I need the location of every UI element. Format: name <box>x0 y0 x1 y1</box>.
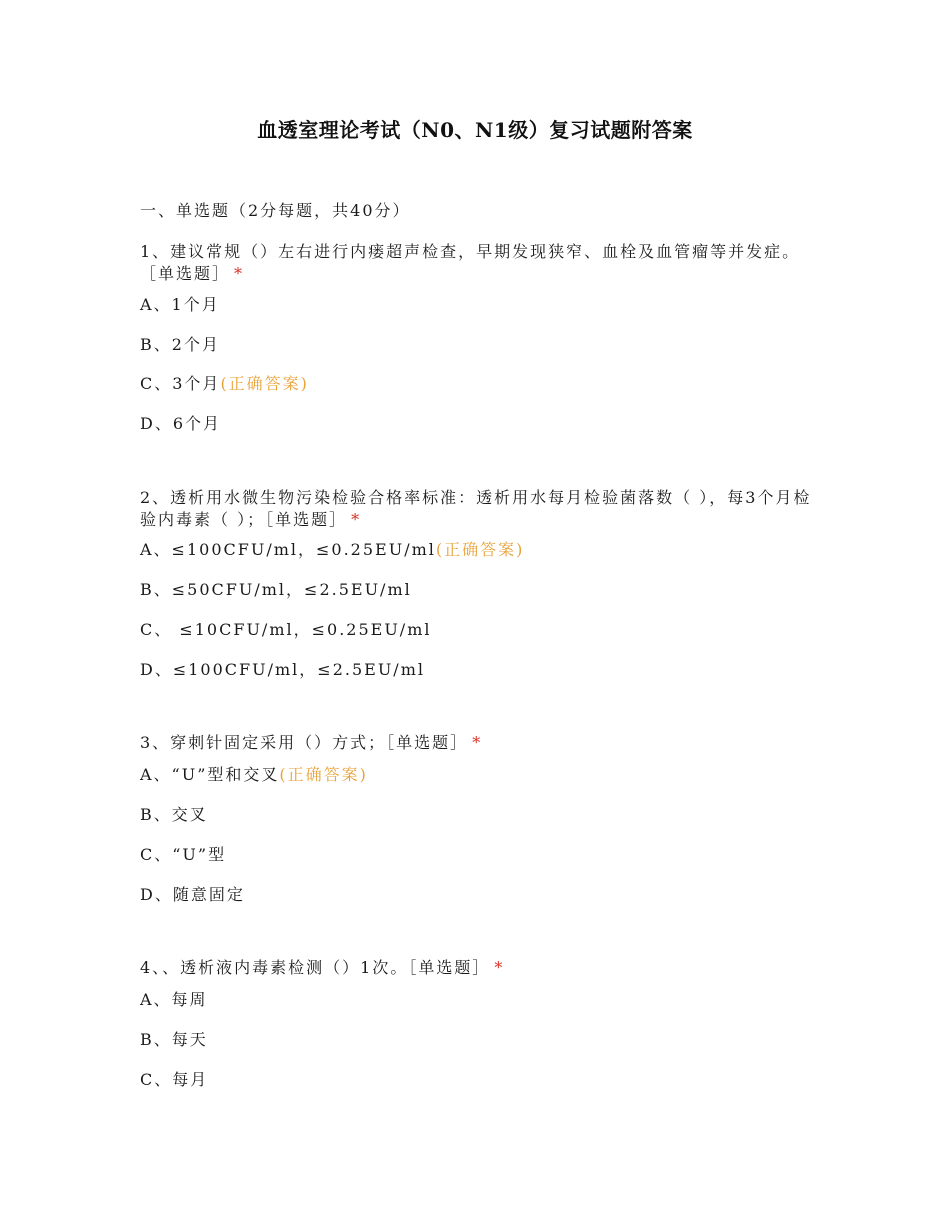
option-text: D、6个月 <box>140 414 222 433</box>
option-text: B、交叉 <box>140 805 208 824</box>
correct-answer-tag: (正确答案) <box>279 765 368 784</box>
required-star: * <box>494 958 503 977</box>
option-text: C、3个月 <box>140 374 221 393</box>
correct-answer-tag: (正确答案) <box>220 374 309 393</box>
correct-answer-tag: (正确答案) <box>435 540 525 559</box>
question-2-option-b[interactable] <box>140 579 412 601</box>
option-text: A、1个月 <box>140 295 220 314</box>
option-text: C、 ≤10CFU/ml，≤0.25EU/ml <box>140 620 432 639</box>
question-3-text: 3、穿刺针固定采用（）方式；［单选题］ <box>140 733 469 752</box>
question-4-option-c[interactable] <box>140 1069 208 1091</box>
question-1-option-b[interactable] <box>140 334 220 356</box>
option-text: A、每周 <box>140 990 208 1009</box>
question-4-text: 4、、透析液内毒素检测（）1次。［单选题］ <box>140 958 491 977</box>
option-text: A、≤100CFU/ml，≤0.25EU/ml <box>140 540 436 559</box>
question-3-option-d[interactable] <box>140 884 245 906</box>
option-text: B、≤50CFU/ml，≤2.5EU/ml <box>140 580 412 599</box>
page-title: 血透室理论考试（N0、N1级）复习试题附答案 <box>257 118 693 142</box>
option-text: D、≤100CFU/ml，≤2.5EU/ml <box>140 660 425 679</box>
option-text: D、随意固定 <box>140 885 245 904</box>
question-3-stem <box>140 732 480 754</box>
question-4-option-a[interactable] <box>140 989 208 1011</box>
question-2-text: 2、透析用水微生物污染检验合格率标准：透析用水每月检验菌落数（ ），每3个月检验内毒素（ ）；［单选题］ <box>140 488 812 529</box>
question-4-option-b[interactable] <box>140 1029 208 1051</box>
option-text: B、每天 <box>140 1030 208 1049</box>
option-text: B、2个月 <box>140 335 220 354</box>
question-1-option-c[interactable] <box>140 373 309 395</box>
question-1-option-a[interactable] <box>140 294 220 316</box>
required-star: * <box>472 733 481 752</box>
question-3-option-a[interactable] <box>140 764 368 786</box>
question-4-stem <box>140 957 502 979</box>
section-heading: 一、单选题（2分每题，共40分） <box>140 201 411 220</box>
option-text: A、“U”型和交叉 <box>140 765 280 784</box>
question-1-option-d[interactable] <box>140 413 221 435</box>
question-2-option-a[interactable] <box>140 539 524 561</box>
question-2-option-c[interactable] <box>140 619 431 641</box>
question-1-stem <box>140 241 820 285</box>
question-3-option-b[interactable] <box>140 804 208 826</box>
question-2-option-d[interactable] <box>140 659 425 681</box>
question-2-stem <box>140 487 820 531</box>
question-3-option-c[interactable] <box>140 844 226 866</box>
option-text: C、“U”型 <box>140 845 227 864</box>
question-1-text: 1、建议常规（）左右进行内瘘超声检查，早期发现狭窄、血栓及血管瘤等并发症。［单选题］ <box>140 242 801 283</box>
required-star: * <box>234 264 243 283</box>
option-text: C、每月 <box>140 1070 209 1089</box>
required-star: * <box>351 510 360 529</box>
